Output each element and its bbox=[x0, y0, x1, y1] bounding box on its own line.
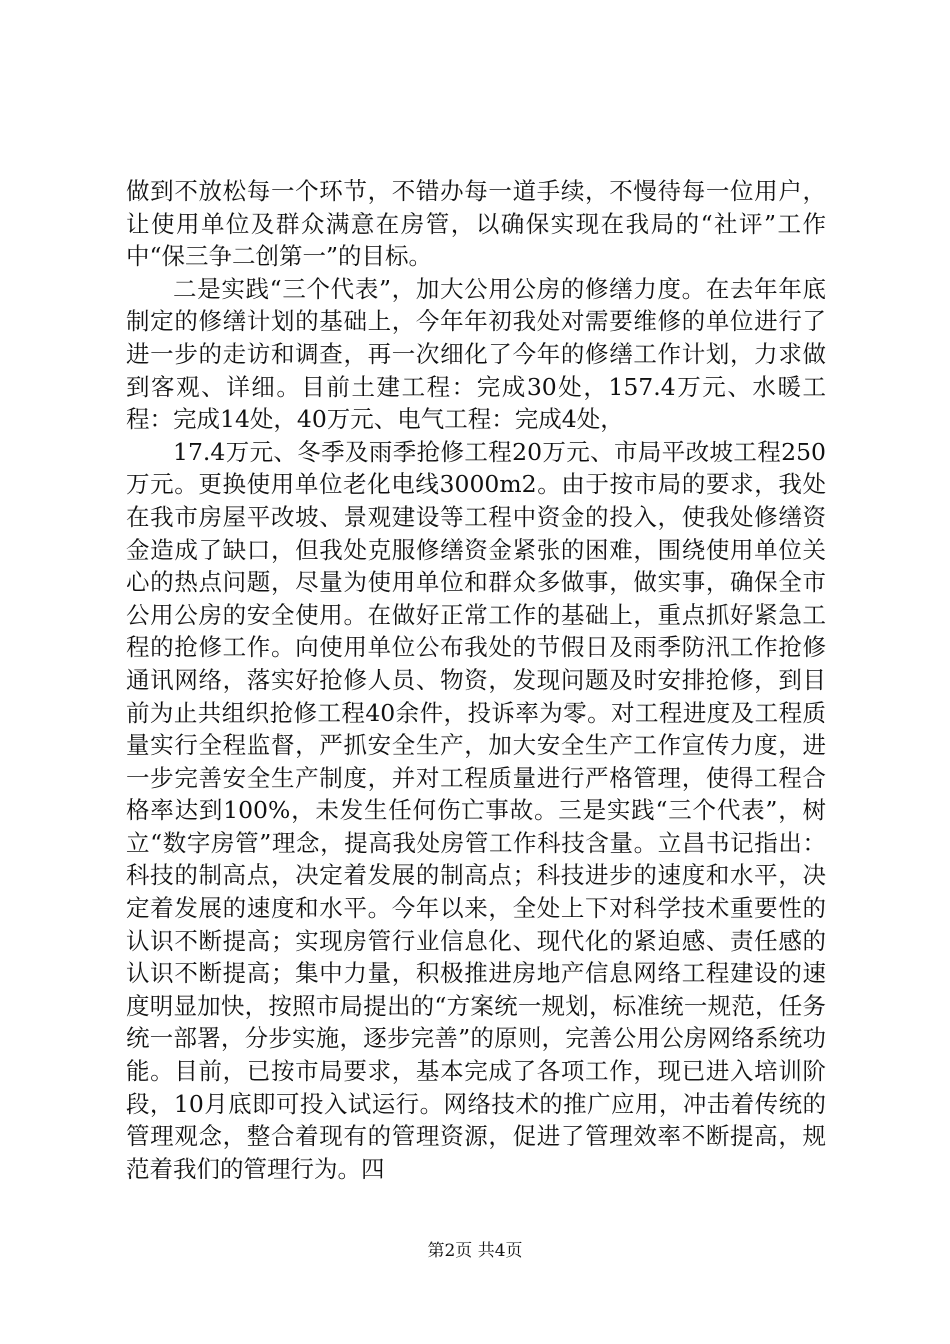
paragraph-3: 17.4万元、冬季及雨季抢修工程20万元、市局平改坡工程250万元。更换使用单位老化电线3000m2。由于按市局的要求，我处在我市房屋平改坡、景观建设等工程中资金的投入，使我处修缮资金造成了缺口，但我处克服修缮资金紧张的困难，围绕使用单位关心的热点问题，尽量为使用单位和群众多做事，做实事，确保全市公用公房的安全使用。在做好正常工作的基础上，重点抓好紧急工程的抢修工作。向使用单位公布我处的节假日及雨季防汛工作抢修通讯网络，落实好抢修人员、物资，发现问题及时安排抢修，到目前为止共组织抢修工程40余件，投诉率为零。对工程进度及工程质量实行全程监督，严抓安全生产，加大安全生产工作宣传力度，进一步完善安全生产制度，并对工程质量进行严格管理，使得工程合格率达到100%，未发生任何伤亡事故。三是实践“三个代表”，树立“数字房管”理念，提高我处房管工作科技含量。立昌书记指出：科技的制高点，决定着发展的制高点；科技进步的速度和水平，决定着发展的速度和水平。今年以来，全处上下对科学技术重要性的认识不断提高；实现房管行业信息化、现代化的紧迫感、责任感的认识不断提高；集中力量，积极推进房地产信息网络工程建设的速度明显加快，按照市局提出的“方案统一规划，标准统一规范，任务统一部署，分步实施，逐步完善”的原则，完善公用公房网络系统功能。目前，已按市局要求，基本完成了各项工作，现已进入培训阶段，10月底即可投入试运行。网络技术的推广应用，冲击着传统的管理观念，整合着现有的管理资源，促进了管理效率不断提高，规范着我们的管理行为。四 bbox=[126, 437, 826, 1183]
paragraph-2: 二是实践“三个代表”，加大公用公房的修缮力度。在去年年底制定的修缮计划的基础上，今年年初我处对需要维修的单位进行了进一步的走访和调查，再一次细化了今年的修缮工作计划，力求做到客观、详细。目前土建工程：完成30处，157.4万元、水暖工程：完成14处，40万元、电气工程：完成4处， bbox=[126, 274, 826, 434]
body-text bbox=[126, 175, 826, 1185]
paragraph-1: 做到不放松每一个环节，不错办每一道手续，不慢待每一位用户，让使用单位及群众满意在房管，以确保实现在我局的“社评”工作中“保三争二创第一”的目标。 bbox=[126, 177, 826, 271]
page-number-footer: 第2页 共4页 bbox=[427, 1241, 523, 1261]
